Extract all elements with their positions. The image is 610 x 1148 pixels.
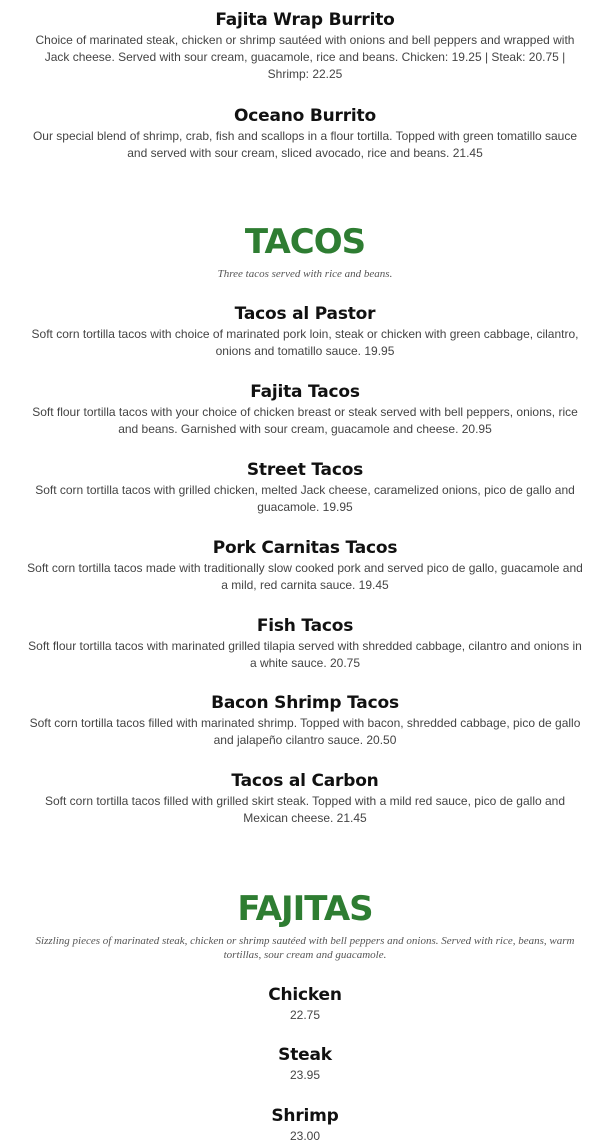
item-name: Oceano Burrito <box>234 106 376 126</box>
menu-item-pork-carnitas-tacos <box>0 538 610 594</box>
menu-item-oceano-burrito <box>0 106 610 162</box>
item-price: 22.75 <box>289 1008 321 1022</box>
item-description: Choice of marinated steak, chicken or shrimp sautéed with onions and bell peppers and wrapped with Jack cheese. Served with sour cream, guacamole, rice and beans. Chicken: 19.25 | Steak: 20.75 | Shrimp: 22.25 <box>35 33 575 81</box>
item-name: Fajita Wrap Burrito <box>215 10 395 30</box>
menu-item-chicken-fajitas <box>0 985 610 1024</box>
menu-item-street-tacos <box>0 460 610 516</box>
item-description: Soft flour tortilla tacos with marinated grilled tilapia served with shredded cabbage, cilantro and onions in a white sauce. 20.75 <box>28 639 582 670</box>
item-description: Soft flour tortilla tacos with your choice of chicken breast or steak served with bell peppers, onions, rice and beans. Garnished with sour cream, guacamole and cheese. 20.95 <box>32 405 578 436</box>
item-name: Bacon Shrimp Tacos <box>211 693 399 713</box>
item-description: Our special blend of shrimp, crab, fish and scallops in a flour tortilla. Topped with green tomatillo sauce and served with sour cream, sliced avocado, rice and beans. 21.45 <box>32 129 578 160</box>
menu-item-fajita-tacos <box>0 382 610 438</box>
menu-item-fish-tacos <box>0 616 610 672</box>
item-description: Soft corn tortilla tacos filled with grilled skirt steak. Topped with a mild red sauce, pico de gallo and Mexican cheese. 21.45 <box>44 794 566 825</box>
item-name: Pork Carnitas Tacos <box>212 538 398 558</box>
section-note-fajitas: Sizzling pieces of marinated steak, chicken or shrimp sautéed with bell peppers and onions. Served with rice, beans, warm tortillas, sour cream and guacamole. <box>35 935 575 961</box>
item-description: Soft corn tortilla tacos with choice of marinated pork loin, steak or chicken with green cabbage, cilantro, onions and tomatillo sauce. 19.95 <box>31 327 579 358</box>
item-price: 23.00 <box>289 1129 321 1143</box>
menu-item-tacos-al-pastor <box>0 304 610 360</box>
item-name: Shrimp <box>271 1106 339 1126</box>
menu-item-shrimp-fajitas <box>0 1106 610 1145</box>
section-title-tacos: TACOS <box>244 222 366 262</box>
section-note-tacos: Three tacos served with rice and beans. <box>217 268 393 280</box>
item-name: Tacos al Pastor <box>234 304 376 324</box>
item-name: Street Tacos <box>246 460 364 480</box>
section-title-fajitas: FAJITAS <box>237 889 373 929</box>
item-description: Soft corn tortilla tacos with grilled chicken, melted Jack cheese, caramelized onions, pico de gallo and guacamole. 19.95 <box>35 483 575 514</box>
item-description: Soft corn tortilla tacos filled with marinated shrimp. Topped with bacon, shredded cabbage, pico de gallo and jalapeño cilantro sauce. 20.50 <box>29 716 581 747</box>
item-name: Fajita Tacos <box>250 382 360 402</box>
menu-item-tacos-al-carbon <box>0 771 610 827</box>
menu-item-steak-fajitas <box>0 1045 610 1084</box>
menu-item-bacon-shrimp-tacos <box>0 693 610 749</box>
item-description: Soft corn tortilla tacos made with traditionally slow cooked pork and served pico de gallo, guacamole and a mild, red carnita sauce. 19.45 <box>27 561 583 592</box>
item-name: Chicken <box>268 985 342 1005</box>
item-name: Tacos al Carbon <box>231 771 379 791</box>
menu-item-fajita-wrap-burrito <box>0 10 610 83</box>
item-name: Fish Tacos <box>256 616 354 636</box>
item-name: Steak <box>278 1045 332 1065</box>
item-price: 23.95 <box>289 1068 321 1082</box>
